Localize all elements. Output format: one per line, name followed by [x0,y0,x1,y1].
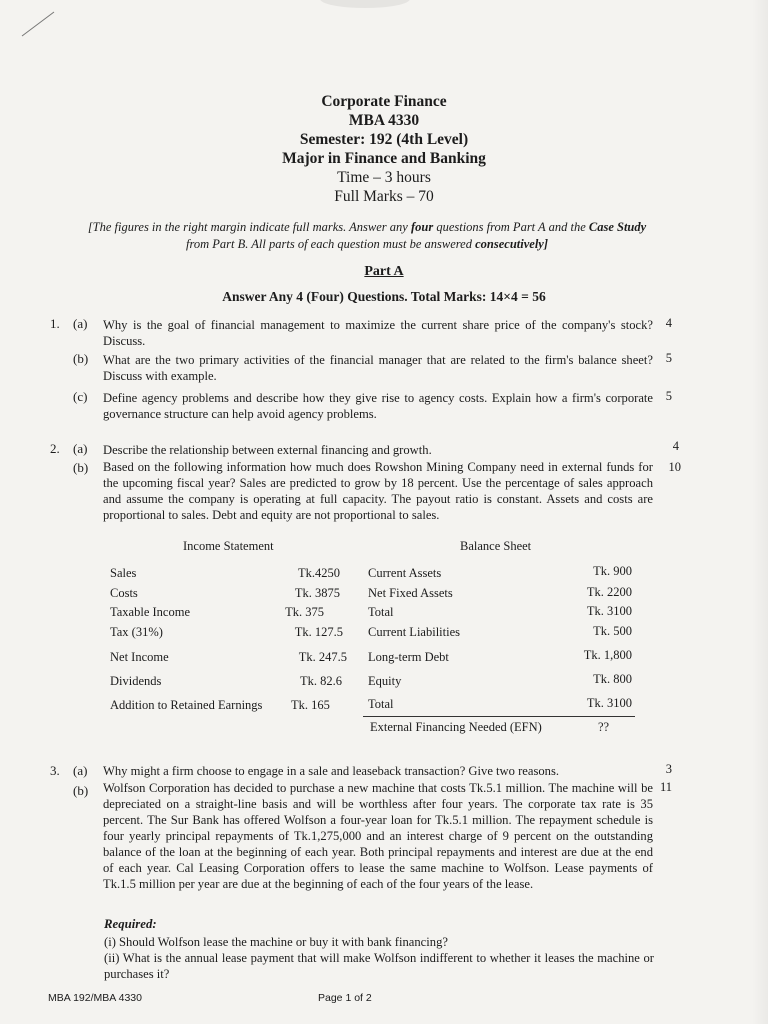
footer-course-code: MBA 192/MBA 4330 [48,992,142,1004]
question-1b-text: What are the two primary activities of the financial manager that are related to the firm's balance sheet? Discuss with example. [103,353,653,383]
question-3-number: 3. [50,763,60,778]
income-row-label: Sales [110,566,137,580]
question-1a-marks: 4 [665,316,672,330]
balance-row-label: Net Fixed Assets [368,586,453,600]
instr-text: from Part B. All parts of each question must be answered [186,237,476,251]
balance-row-label: Current Assets [368,566,442,580]
balance-row-value: Tk. 1,800 [583,648,632,662]
question-3a-label: (a) [73,763,88,778]
pen-stroke-mark [20,8,60,38]
balance-row-label: Current Liabilities [368,625,460,639]
balance-row-label: Total [368,697,394,711]
question-1-number: 1. [50,316,60,331]
balance-row-value: Tk. 800 [593,672,632,686]
question-1a-text: Why is the goal of financial management to maximize the current share price of the company's stock? Discuss. [103,318,653,348]
income-row-label: Costs [110,586,138,600]
instr-emphasis-consecutively: consecutively] [475,237,548,251]
balance-row-value: Tk. 2200 [586,585,632,599]
question-2a-label: (a) [73,441,88,456]
income-row-value: Tk. 165 [291,698,330,712]
question-1a-label: (a) [73,316,88,331]
footer-page-number: Page 1 of 2 [318,992,372,1004]
course-title: Corporate Finance [321,93,447,110]
instr-text: [The figures in the right margin indicate full marks. Answer any [87,220,411,234]
income-row-label: Addition to Retained Earnings [110,698,263,712]
income-row-label: Dividends [110,674,162,688]
question-1c-label: (c) [73,389,88,404]
income-statement-heading: Income Statement [183,539,274,553]
exam-header [0,92,768,206]
question-3a-text: Why might a firm choose to engage in a sale and leaseback transaction? Give two reasons. [103,764,560,778]
major-line: Major in Finance and Banking [282,150,486,167]
question-3a-marks: 3 [665,762,672,776]
balance-sheet-heading: Balance Sheet [460,539,532,553]
income-row-value: Tk. 3875 [294,586,340,600]
instr-text: questions from Part A and the [433,220,589,234]
income-row-label: Tax (31%) [110,625,163,639]
balance-row-value: Tk. 500 [593,624,632,638]
efn-value: ?? [598,720,610,734]
marks-line: Full Marks – 70 [334,188,434,205]
question-2-number: 2. [50,441,60,456]
question-3b-text: Wolfson Corporation has decided to purchase a new machine that costs Tk.5.1 million. The machine will be depreciated on a straight-line basis and will be worthless after four years. The corporate tax rate is 35 percent. The Sur Bank has offered Wolfson a four-year loan for Tk.5.1 million. The repayment schedule is four yearly principal repayments of Tk.1,275,000 and an interest charge of 9 percent on the outstanding balance of the loan at the beginning of each year. Both principal repayments and interest are due at the end of each year. Cal Leasing Corporation offers to lease the same machine to Wolfson. Lease payments of Tk.1.5 million per year are due at the beginning of each of the four years of the lease. [103,781,653,891]
efn-label: External Financing Needed (EFN) [370,720,542,734]
required-label: Required: [104,917,157,931]
scan-smudge [320,0,410,8]
question-1b-marks: 5 [665,351,672,365]
required-item-ii: (ii) What is the annual lease payment that will make Wolfson indifferent to whether it leases the machine or purchases it? [104,951,654,981]
course-code: MBA 4330 [348,112,420,129]
question-1b-label: (b) [73,351,89,366]
exam-instructions [52,219,682,253]
income-row-value: Tk. 375 [285,605,324,619]
balance-row-label: Total [368,605,394,619]
question-1c-marks: 5 [665,389,672,403]
balance-row-value: Tk. 3100 [586,696,632,710]
income-row-value: Tk.4250 [297,566,340,580]
question-2b-text: Based on the following information how much does Rowshon Mining Company need in external funds for the upcoming fiscal year? Sales are predicted to grow by 18 percent. Use the percentage of sales approach and assume the company is operating at full capacity. The payout ratio is constant. Assets and costs are proportional to sales. Debt and equity are not proportional to sales. [103,460,653,522]
part-a-title: Part A [364,264,404,279]
table-total-rule [363,716,635,717]
income-row-value: Tk. 127.5 [294,625,343,639]
question-2a-text: Describe the relationship between external financing and growth. [103,443,432,457]
question-3b-label: (b) [73,783,89,798]
question-2a-marks: 4 [672,439,679,453]
income-row-value: Tk. 82.6 [299,674,342,688]
income-row-label: Taxable Income [110,605,190,619]
question-3b-marks: 11 [659,780,672,794]
question-1c-text: Define agency problems and describe how they give rise to agency costs. Explain how a firm's corporate governance structure can help avoid agency problems. [103,391,653,421]
income-row-label: Net Income [110,650,169,664]
balance-row-value: Tk. 3100 [586,604,632,618]
time-line: Time – 3 hours [337,169,431,186]
part-a-instruction: Answer Any 4 (Four) Questions. Total Marks: 14×4 = 56 [222,289,546,304]
instr-emphasis-case-study: Case Study [588,220,647,234]
required-item-i: (i) Should Wolfson lease the machine or buy it with bank financing? [104,935,448,949]
instr-emphasis-four: four [410,220,434,234]
question-2b-marks: 10 [668,460,681,474]
semester-line: Semester: 192 (4th Level) [299,131,469,148]
income-row-value: Tk. 247.5 [298,650,347,664]
balance-row-value: Tk. 900 [593,564,632,578]
balance-row-label: Equity [368,674,402,688]
balance-row-label: Long-term Debt [368,650,449,664]
question-2b-label: (b) [73,460,89,475]
